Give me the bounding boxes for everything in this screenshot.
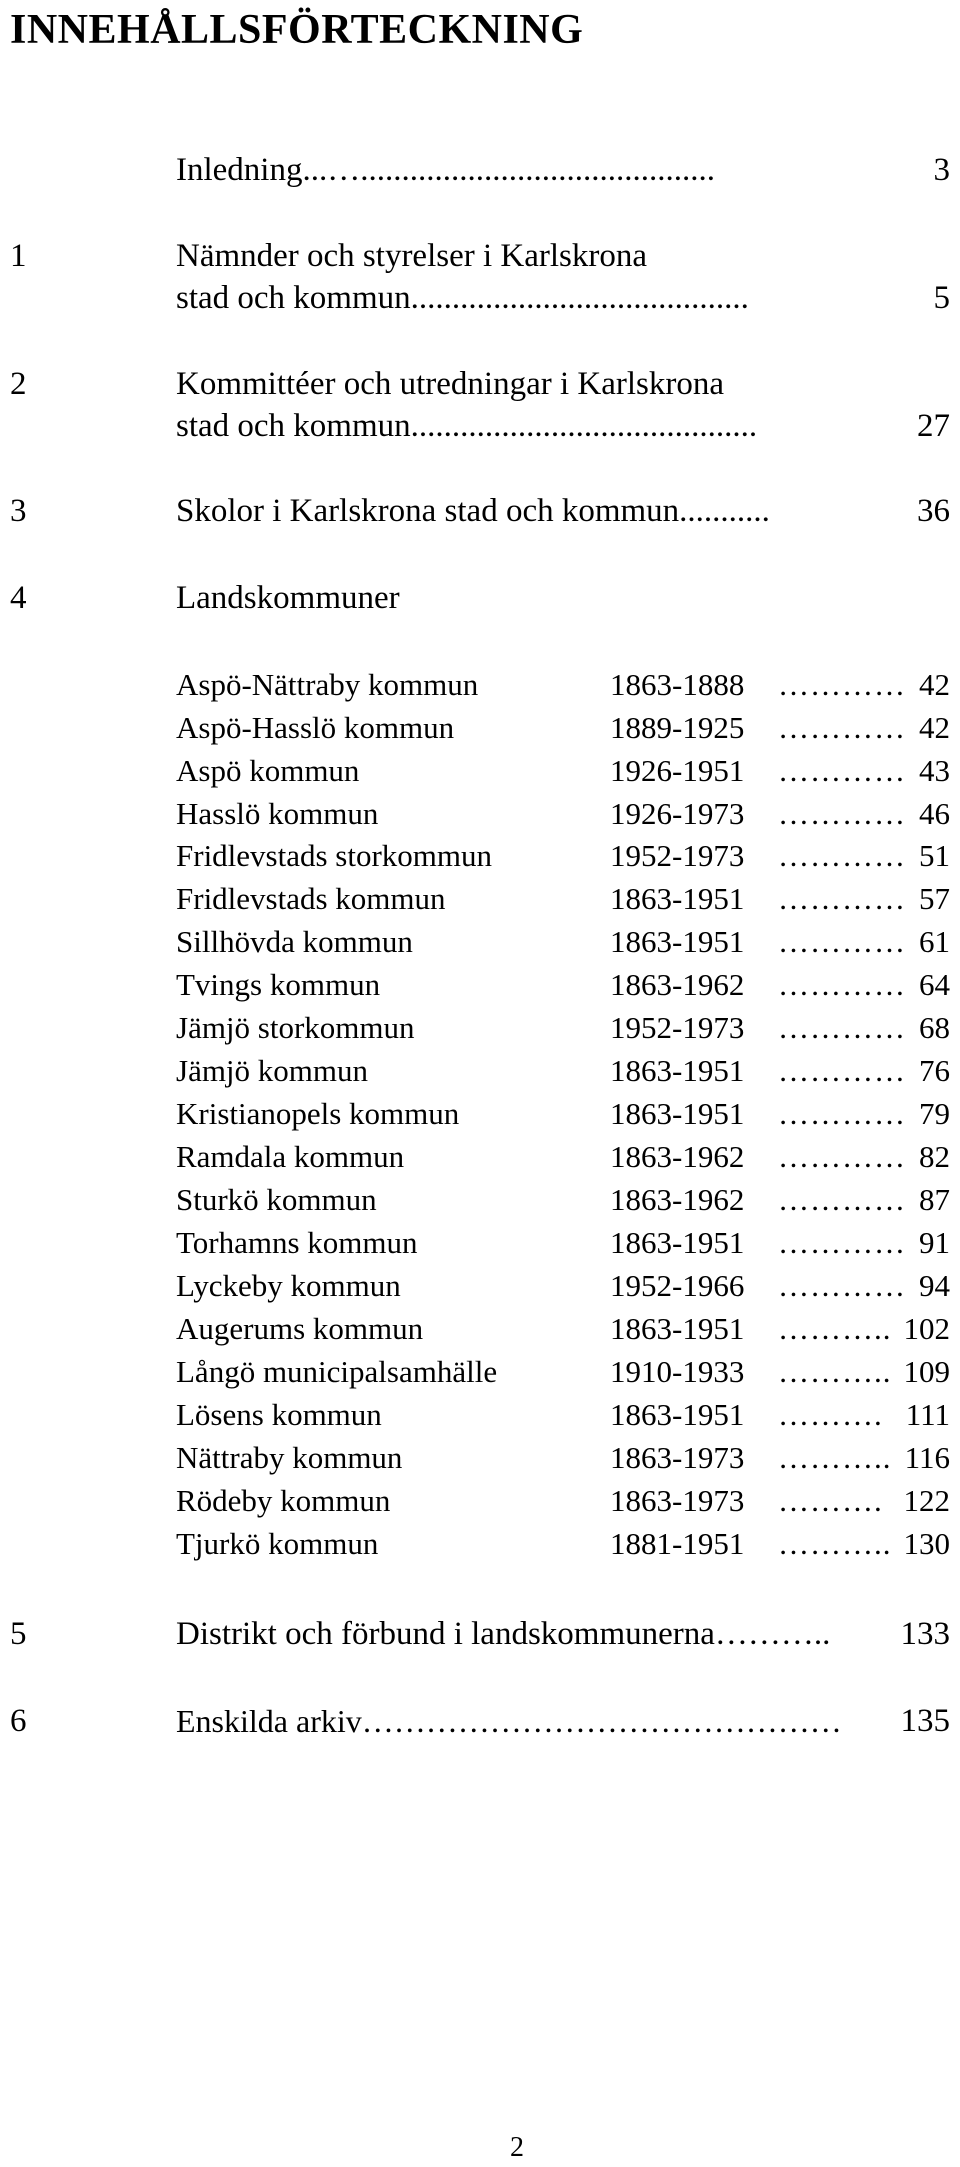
year-range: 1926-1973: [610, 796, 745, 831]
page-ref: 51: [919, 838, 950, 873]
dot-leader: …………: [778, 667, 906, 702]
page-ref: 122: [903, 1483, 950, 1518]
toc-entry-text: Skolor i Karlskrona stad och kommun...........: [176, 493, 770, 529]
toc-entry-page: 135: [900, 1703, 950, 1739]
year-range: 1952-1973: [610, 838, 745, 873]
page-ref: 109: [903, 1354, 950, 1389]
municipality-name: Nättraby kommun: [176, 1440, 403, 1475]
toc-entry-number: 5: [10, 1616, 27, 1652]
municipality-name: Aspö kommun: [176, 753, 360, 788]
dot-leader: …………: [778, 710, 906, 745]
page-title: INNEHÅLLSFÖRTECKNING: [10, 7, 584, 53]
year-range: 1863-1962: [610, 967, 745, 1002]
toc-entry-text: Distrikt och förbund i landskommunerna………..: [176, 1616, 831, 1652]
year-range: 1863-1951: [610, 1053, 745, 1088]
year-range: 1881-1951: [610, 1526, 745, 1561]
page-ref: 76: [919, 1053, 950, 1088]
page-ref: 111: [905, 1397, 950, 1432]
municipality-name: Rödeby kommun: [176, 1483, 391, 1518]
page-ref: 91: [919, 1225, 950, 1260]
dot-leader: ……….: [778, 1397, 883, 1432]
year-range: 1863-1951: [610, 1397, 745, 1432]
dot-leader: …………: [778, 1182, 906, 1217]
toc-entry-number: 1: [10, 238, 27, 274]
dot-leader: ………..: [778, 1354, 892, 1389]
municipality-name: Fridlevstads kommun: [176, 881, 446, 916]
dot-leader: …………: [778, 1268, 906, 1303]
municipality-name: Fridlevstads storkommun: [176, 838, 493, 873]
year-range: 1952-1966: [610, 1268, 745, 1303]
dot-leader: …………: [778, 924, 906, 959]
year-range: 1952-1973: [610, 1010, 745, 1045]
page-ref: 46: [919, 796, 950, 831]
year-range: 1863-1951: [610, 1311, 745, 1346]
year-range: 1863-1951: [610, 1096, 745, 1131]
year-range: 1863-1962: [610, 1139, 745, 1174]
year-range: 1889-1925: [610, 710, 745, 745]
toc-entry-number: 6: [10, 1703, 27, 1739]
dot-leader: …………: [778, 1225, 906, 1260]
municipality-name: Torhamns kommun: [176, 1225, 418, 1260]
page-ref: 68: [919, 1010, 950, 1045]
year-range: 1926-1951: [610, 753, 745, 788]
municipality-name: Kristianopels kommun: [176, 1096, 460, 1131]
dot-leader: …………: [778, 1096, 906, 1131]
municipality-name: Jämjö kommun: [176, 1053, 369, 1088]
page-ref: 79: [919, 1096, 950, 1131]
page-ref: 102: [903, 1311, 950, 1346]
dot-leader: …………: [778, 1139, 906, 1174]
year-range: 1863-1888: [610, 667, 745, 702]
toc-entry-number: 3: [10, 493, 27, 529]
toc-entry-text-continued: stad och kommun..........................................: [176, 408, 758, 444]
year-range: 1863-1973: [610, 1440, 745, 1475]
page-number: 2: [510, 2132, 524, 2163]
toc-entry-number: 4: [10, 580, 27, 616]
municipality-name: Ramdala kommun: [176, 1139, 405, 1174]
dot-leader: …………: [778, 1053, 906, 1088]
toc-entry-text: Landskommuner: [176, 580, 400, 616]
page-ref: 57: [919, 881, 950, 916]
toc-entry-text: Kommittéer och utredningar i Karlskrona: [176, 366, 724, 402]
toc-entry-page: 5: [933, 280, 950, 316]
toc-entry-page: 36: [917, 493, 950, 529]
dot-leader: …………: [778, 967, 906, 1002]
municipality-name: Aspö-Nättraby kommun: [176, 667, 479, 702]
dot-leader: …………: [778, 796, 906, 831]
year-range: 1863-1962: [610, 1182, 745, 1217]
page-ref: 116: [904, 1440, 950, 1475]
page-ref: 61: [919, 924, 950, 959]
dot-leader: ………..: [778, 1526, 892, 1561]
toc-entry-text: Enskilda arkiv………………………………………: [176, 1703, 842, 1739]
page-ref: 64: [919, 967, 950, 1002]
dot-leader: ……….: [778, 1483, 883, 1518]
toc-entry-text-continued: stad och kommun.........................................: [176, 280, 749, 316]
page-ref: 130: [903, 1526, 950, 1561]
municipality-name: Aspö-Hasslö kommun: [176, 710, 455, 745]
municipality-name: Jämjö storkommun: [176, 1010, 415, 1045]
dot-leader: …………: [778, 838, 906, 873]
dot-leader: …………: [778, 753, 906, 788]
page-ref: 94: [919, 1268, 950, 1303]
page-ref: 87: [919, 1182, 950, 1217]
municipality-name: Augerums kommun: [176, 1311, 424, 1346]
municipality-name: Tvings kommun: [176, 967, 381, 1002]
municipality-name: Tjurkö kommun: [176, 1526, 379, 1561]
toc-entry-number: 2: [10, 366, 27, 402]
dot-leader: …………: [778, 1010, 906, 1045]
toc-entry-text: Inledning...…...........................................: [176, 152, 715, 188]
year-range: 1863-1951: [610, 1225, 745, 1260]
year-range: 1863-1973: [610, 1483, 745, 1518]
page-ref: 42: [919, 710, 950, 745]
municipality-name: Sturkö kommun: [176, 1182, 377, 1217]
dot-leader: …………: [778, 881, 906, 916]
year-range: 1863-1951: [610, 881, 745, 916]
municipality-name: Lösens kommun: [176, 1397, 382, 1432]
page-ref: 43: [919, 753, 950, 788]
page-ref: 42: [919, 667, 950, 702]
dot-leader: ………..: [778, 1440, 892, 1475]
municipality-name: Sillhövda kommun: [176, 924, 413, 959]
toc-entry-page: 3: [933, 152, 950, 188]
year-range: 1863-1951: [610, 924, 745, 959]
municipality-name: Hasslö kommun: [176, 796, 379, 831]
municipality-name: Långö municipalsamhälle: [176, 1354, 498, 1389]
toc-entry-page: 133: [900, 1616, 950, 1652]
dot-leader: ………..: [778, 1311, 892, 1346]
municipality-name: Lyckeby kommun: [176, 1268, 401, 1303]
year-range: 1910-1933: [610, 1354, 745, 1389]
toc-entry-text: Nämnder och styrelser i Karlskrona: [176, 238, 648, 274]
page-ref: 82: [919, 1139, 950, 1174]
toc-entry-page: 27: [917, 408, 950, 444]
